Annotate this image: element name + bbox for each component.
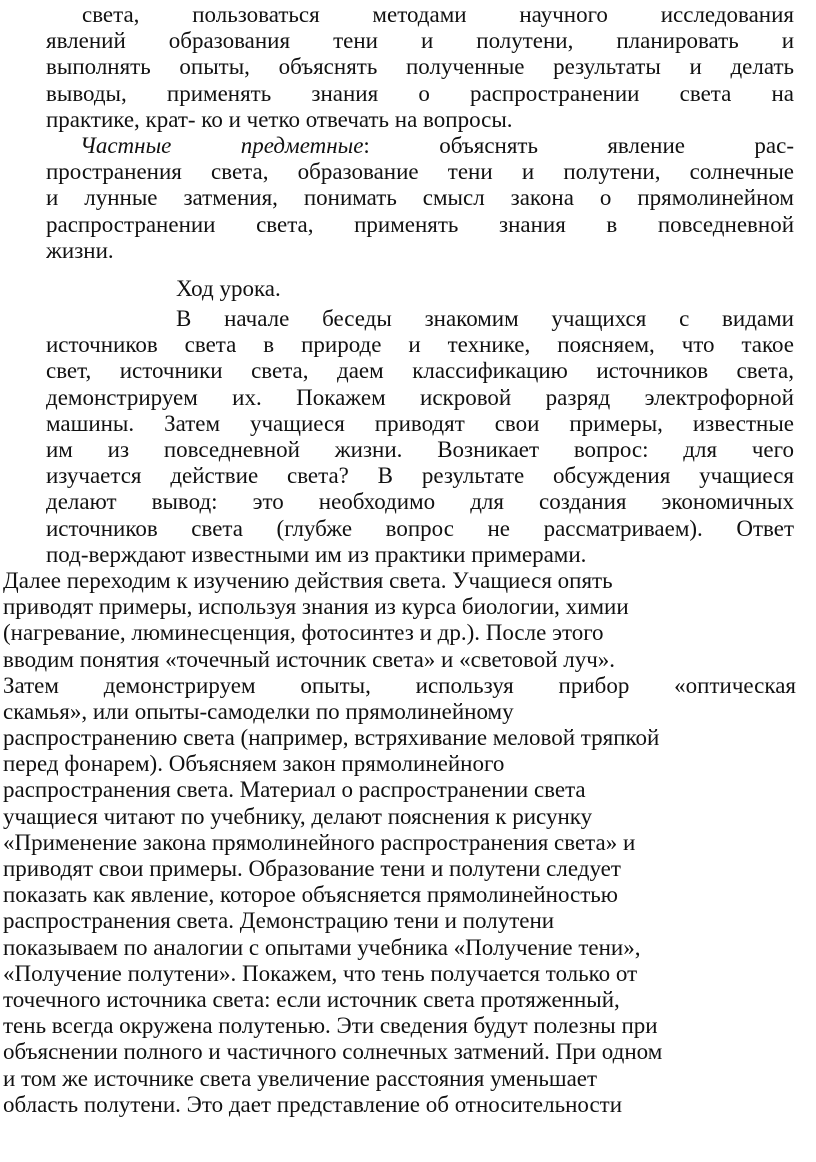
intro-line: выводы, применять знания о распространении света на (46, 80, 794, 106)
paragraph-line: свет, источники света, даем классификацию источников света, (46, 358, 794, 384)
paragraph-line: вводим понятия «точечный источник света» и «световой луч». (3, 646, 616, 672)
paragraph-line: показать как явление, которое объясняется прямолинейностью (3, 882, 618, 908)
paragraph-line: «Получение полутени». Покажем, что тень получается только от (3, 960, 638, 986)
paragraph-line: делают вывод: это необходимо для создания экономичных (46, 489, 794, 515)
paragraph-line: показываем по аналогии с опытами учебника «Получение тени», (3, 934, 641, 960)
paragraph-line: тень всегда окружена полутенью. Эти сведения будут полезны при (3, 1013, 658, 1039)
subject-line: жизни. (46, 237, 114, 263)
paragraph-line: точечного источника света: если источник света протяженный, (3, 986, 620, 1012)
paragraph-line: источников света в природе и технике, поясняем, что такое (46, 332, 794, 358)
intro-line: света, пользоваться методами научного исследования (82, 2, 794, 27)
paragraph-line: Затем демонстрируем опыты, используя прибор «оптическая (3, 672, 796, 698)
intro-line: выполнять опыты, объяснять полученные результаты и делать (46, 54, 794, 80)
paragraph-line: Далее переходим к изучению действия света. Учащиеся опять (3, 567, 613, 593)
paragraph-line: «Применение закона прямолинейного распространения света» и (3, 829, 636, 855)
paragraph-line: перед фонарем). Объясняем закон прямолинейного (3, 751, 505, 777)
paragraph-line: (нагревание, люминесценция, фотосинтез и др.). После этого (3, 620, 604, 646)
subject-paragraph (0, 133, 816, 264)
spacer (0, 264, 816, 276)
subject-line-rest: : объяснять явление рас- (363, 132, 794, 158)
paragraph-line: скамья», или опыты-самоделки по прямолинейному (3, 698, 514, 724)
intro-paragraph (0, 2, 816, 133)
paragraph-line: и том же источнике света увеличение расстояния уменьшает (3, 1065, 598, 1091)
lesson-paragraph-2 (0, 568, 816, 1118)
intro-line: явлений образования тени и полутени, планировать и (46, 28, 794, 54)
intro-line: практике, крат- ко и четко отвечать на вопросы. (46, 106, 513, 132)
paragraph-line: распространению света (например, встряхивание меловой тряпкой (3, 725, 660, 751)
paragraph-line: приводят примеры, используя знания из курса биологии, химии (3, 594, 629, 620)
paragraph-line: распространения света. Демонстрацию тени и полутени (3, 908, 555, 934)
subject-label: Частные предметные (80, 132, 364, 158)
subject-line: распространении света, применять знания в повседневной (46, 211, 794, 237)
section-heading: Ход урока. (176, 275, 281, 301)
subject-line: пространения света, образование тени и полутени, солнечные (46, 159, 794, 185)
paragraph-line: учащиеся читают по учебнику, делают пояснения к рисунку (3, 803, 593, 829)
paragraph-line: демонстрируем их. Покажем искровой разряд электрофорной (46, 384, 794, 410)
paragraph-line: распространения света. Материал о распространении света (3, 777, 586, 803)
paragraph-line: объяснении полного и частичного солнечных затмений. При одном (3, 1039, 663, 1065)
subject-first-line (46, 133, 794, 159)
paragraph-line: В начале беседы знакомим учащихся с видами (176, 306, 794, 332)
paragraph-line: область полутени. Это дает представление об относительности (3, 1091, 623, 1117)
paragraph-line: изучается действие света? В результате обсуждения учащиеся (46, 463, 794, 489)
paragraph-line: под-верждают известными им из практики примерами. (46, 541, 587, 567)
paragraph-line: источников света (глубже вопрос не рассматриваем). Ответ (46, 515, 794, 541)
subject-line: и лунные затмения, понимать смысл закона о прямолинейном (46, 185, 794, 211)
paragraph-line: машины. Затем учащиеся приводят свои примеры, известные (46, 410, 794, 436)
lesson-paragraph-1 (0, 306, 816, 568)
paragraph-line: приводят свои примеры. Образование тени и полутени следует (3, 856, 621, 881)
paragraph-line: им из повседневной жизни. Возникает вопрос: для чего (46, 437, 794, 462)
